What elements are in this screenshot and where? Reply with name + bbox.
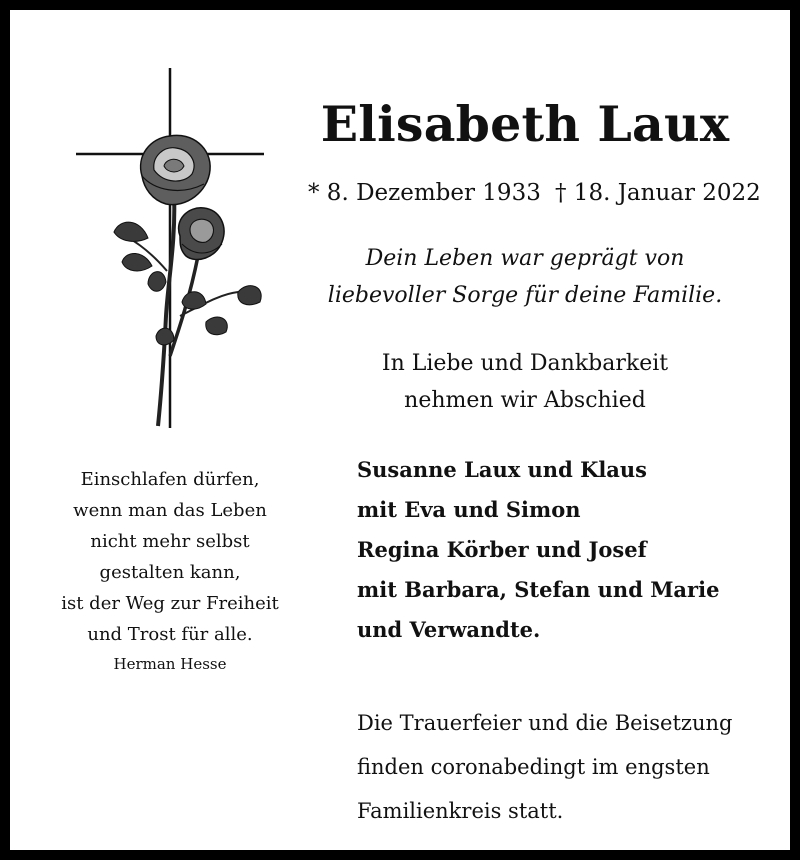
mourner-line: und Verwandte. <box>357 617 541 642</box>
notice-line: Die Trauerfeier und die Beisetzung <box>357 711 733 735</box>
quote-line: und Trost für alle. <box>87 624 253 645</box>
quote-line: ist der Weg zur Freiheit <box>61 593 279 614</box>
rose-stem-main <box>158 194 174 426</box>
motto-line: Dein Leben war geprägt von <box>365 246 685 271</box>
mourner-line: Regina Körber und Josef <box>357 537 647 562</box>
farewell-statement <box>300 345 750 419</box>
notice-line: finden coronabedingt im engsten <box>357 755 710 779</box>
death-date: † 18. Januar 2022 <box>555 180 761 206</box>
farewell-line: In Liebe und Dankbarkeit <box>381 351 669 376</box>
quote-author: Herman Hesse <box>113 655 227 673</box>
birth-date: * 8. Dezember 1933 <box>308 180 541 206</box>
hesse-quote <box>30 464 310 650</box>
rose-top <box>141 135 211 204</box>
mourner-line: mit Eva und Simon <box>357 497 581 522</box>
notice-line: Familienkreis statt. <box>357 799 564 823</box>
mourner-line: Susanne Laux und Klaus <box>357 457 648 482</box>
memorial-motto <box>300 240 750 314</box>
funeral-notice <box>357 701 732 833</box>
quote-line: Einschlafen dürfen, <box>80 469 260 490</box>
farewell-line: nehmen wir Abschied <box>404 388 646 413</box>
cross-with-roses-icon <box>70 66 270 434</box>
quote-line: nicht mehr selbst <box>90 531 250 552</box>
rose-second <box>179 208 224 260</box>
cross-rose-graphic <box>70 66 270 434</box>
quote-line: gestalten kann, <box>99 562 241 583</box>
quote-line: wenn man das Leben <box>73 500 267 521</box>
mourner-line: mit Barbara, Stefan und Marie <box>357 577 720 602</box>
motto-line: liebevoller Sorge für deine Familie. <box>327 283 723 308</box>
deceased-name: Elisabeth Laux <box>320 95 730 153</box>
mourners-list <box>357 450 719 650</box>
